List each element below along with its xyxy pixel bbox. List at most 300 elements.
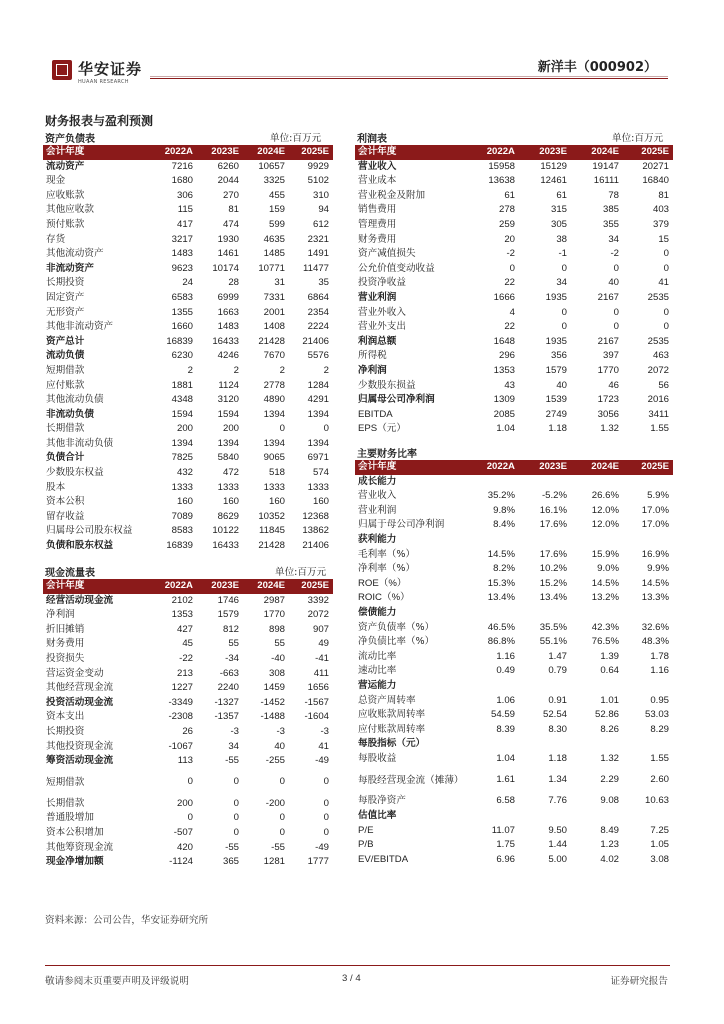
- row-label: 其他非流动负债: [46, 437, 114, 449]
- row-label: EV/EBITDA: [358, 853, 409, 865]
- cell-value: -1124: [169, 856, 193, 868]
- header-divider-accent: [150, 78, 668, 79]
- cell-value: 2240: [217, 682, 239, 694]
- cell-value: 1485: [263, 248, 285, 260]
- row-label: 财务费用: [358, 233, 397, 245]
- cell-value: -1067: [168, 740, 193, 752]
- row-label: 长期投资: [46, 277, 85, 289]
- cell-value: [467, 809, 519, 824]
- row-label: EBITDA: [358, 408, 393, 420]
- cell-value: 16840: [642, 175, 669, 187]
- cell-value: 3217: [171, 233, 193, 245]
- cell-value: 308: [268, 667, 285, 679]
- cell-value: 1881: [171, 379, 193, 391]
- header-divider: [150, 76, 668, 77]
- cell-value: 12461: [540, 175, 567, 187]
- table-row: [355, 393, 673, 408]
- table-row: [355, 562, 673, 577]
- header-year: 2022A: [151, 579, 197, 594]
- cell-value: 13.2%: [591, 592, 619, 604]
- cell-value: 20: [504, 233, 515, 245]
- cell-value: 8.49: [600, 824, 619, 836]
- cell-value: 0: [279, 776, 285, 788]
- cell-value: 41: [318, 740, 329, 752]
- cell-value: 78: [608, 189, 619, 201]
- cell-value: 1.06: [496, 694, 515, 706]
- cell-value: 1.18: [548, 752, 567, 764]
- cell-value: [519, 533, 571, 548]
- cell-value: 26: [182, 725, 193, 737]
- row-label: 营运资金变动: [46, 667, 104, 679]
- header-year: 2023E: [197, 145, 243, 160]
- cell-value: 41: [658, 277, 669, 289]
- table-row: [355, 349, 673, 364]
- row-label: 每股净资产: [358, 795, 406, 807]
- cell-value: 0.79: [548, 665, 567, 677]
- table-row: [43, 174, 333, 189]
- table-row: [43, 594, 333, 609]
- table-row: [43, 797, 333, 812]
- table-row: [355, 723, 673, 738]
- table-row: [355, 664, 673, 679]
- cell-value: 907: [312, 623, 329, 635]
- row-label: 存货: [46, 233, 66, 245]
- cell-value: 1309: [493, 394, 515, 406]
- cell-value: 1.32: [600, 752, 619, 764]
- row-label: ROIC（%）: [358, 592, 410, 604]
- table-row: [355, 335, 673, 350]
- cell-value: 1935: [545, 335, 567, 347]
- cell-value: 1.55: [650, 423, 669, 435]
- table-row: [355, 276, 673, 291]
- table-row: [43, 335, 333, 350]
- cell-value: -2: [506, 248, 515, 260]
- table-row: [43, 364, 333, 379]
- footer-disclaimer: 敬请参阅末页重要声明及评级说明: [45, 976, 189, 987]
- row-label: 应收账款: [46, 189, 85, 201]
- row-label: 负债合计: [46, 452, 85, 464]
- cell-value: 159: [268, 204, 285, 216]
- cell-value: [571, 737, 623, 752]
- table-row: [355, 218, 673, 233]
- cell-value: 379: [652, 218, 669, 230]
- cell-value: 15129: [540, 160, 567, 172]
- cell-value: 1281: [263, 856, 285, 868]
- cell-value: 0: [187, 776, 193, 788]
- cell-value: -3: [230, 725, 239, 737]
- balance-sheet-title: 资产负债表: [45, 134, 95, 145]
- cell-value: 2987: [263, 594, 285, 606]
- table-row: [355, 679, 673, 694]
- table-row: [355, 518, 673, 533]
- cell-value: 397: [602, 350, 619, 362]
- cell-value: 612: [312, 218, 329, 230]
- row-label: 其他投资现金流: [46, 740, 114, 752]
- cell-value: 40: [274, 740, 285, 752]
- cell-value: 455: [268, 189, 285, 201]
- cell-value: 2535: [647, 291, 669, 303]
- table-row: [43, 379, 333, 394]
- row-label: 资产减值损失: [358, 248, 416, 260]
- cell-value: 200: [176, 797, 193, 809]
- row-label: 资本公积增加: [46, 826, 104, 838]
- row-label: P/B: [358, 839, 374, 851]
- table-row: [355, 379, 673, 394]
- cell-value: 3056: [597, 408, 619, 420]
- cell-value: -255: [265, 755, 285, 767]
- cell-value: 0: [323, 776, 329, 788]
- row-label: 现金: [46, 175, 66, 187]
- cell-value: 3325: [263, 175, 285, 187]
- header-year: 2022A: [467, 460, 519, 475]
- cell-value: 1.61: [496, 774, 515, 786]
- cell-value: 1539: [545, 394, 567, 406]
- cell-value: 1394: [263, 437, 285, 449]
- cell-value: 16.1%: [539, 504, 567, 516]
- cell-value: 0: [323, 423, 329, 435]
- cell-value: 259: [498, 218, 515, 230]
- table-row: [355, 591, 673, 606]
- table-row: [355, 422, 673, 437]
- table-row: [43, 841, 333, 856]
- row-label: 留存收益: [46, 510, 85, 522]
- cell-value: 7670: [263, 350, 285, 362]
- cell-value: 1.04: [496, 752, 515, 764]
- cell-value: 1333: [171, 481, 193, 493]
- cell-value: 28: [228, 277, 239, 289]
- cell-value: [571, 606, 623, 621]
- row-label: 营业成本: [358, 175, 397, 187]
- cell-value: 9065: [263, 452, 285, 464]
- cell-value: -1604: [304, 711, 329, 723]
- row-label: 长期借款: [46, 423, 85, 435]
- row-label: 应付账款周转率: [358, 723, 426, 735]
- cell-value: [519, 606, 571, 621]
- cell-value: 4348: [171, 394, 193, 406]
- cell-value: 11845: [259, 525, 285, 537]
- cell-value: 160: [222, 496, 239, 508]
- cell-value: 812: [222, 623, 239, 635]
- cell-value: 13.4%: [487, 592, 515, 604]
- row-label: 公允价值变动收益: [358, 262, 435, 274]
- cell-value: 463: [652, 350, 669, 362]
- table-row: [43, 539, 333, 554]
- cell-value: 2: [187, 364, 193, 376]
- cell-value: 8583: [171, 525, 193, 537]
- cell-value: 574: [312, 467, 329, 479]
- table-row: [355, 794, 673, 809]
- table-row: [355, 650, 673, 665]
- cell-value: 13.3%: [641, 592, 669, 604]
- row-label: 非流动负债: [46, 408, 94, 420]
- row-label: 固定资产: [46, 291, 85, 303]
- cell-value: 8.29: [650, 723, 669, 735]
- table-row: [355, 160, 673, 175]
- cell-value: 1.47: [548, 650, 567, 662]
- cell-value: 31: [274, 277, 285, 289]
- cell-value: 0.91: [548, 694, 567, 706]
- cell-value: 0: [663, 262, 669, 274]
- row-label: 速动比率: [358, 665, 397, 677]
- header-year: 2024E: [243, 145, 289, 160]
- table-row: [355, 853, 673, 868]
- row-label: 财务费用: [46, 638, 85, 650]
- table-row: [43, 769, 333, 797]
- row-label: 投资损失: [46, 652, 85, 664]
- header-year: 2024E: [571, 460, 623, 475]
- cell-value: 86.8%: [487, 636, 515, 648]
- cell-value: [623, 679, 673, 694]
- cell-value: 55: [228, 638, 239, 650]
- table-row: [355, 247, 673, 262]
- cell-value: [623, 533, 673, 548]
- cell-value: 1.32: [600, 423, 619, 435]
- cell-value: 2085: [493, 408, 515, 420]
- cell-value: 2.29: [600, 774, 619, 786]
- row-label: EPS（元）: [358, 423, 406, 435]
- cell-value: 2044: [217, 175, 239, 187]
- cell-value: 0: [323, 797, 329, 809]
- cell-value: [571, 809, 623, 824]
- cell-value: 3392: [307, 594, 329, 606]
- cell-value: 0: [613, 306, 619, 318]
- row-label: 其他经营现金流: [46, 682, 114, 694]
- cell-value: 40: [556, 379, 567, 391]
- cell-value: 1353: [171, 609, 193, 621]
- cell-value: 10771: [258, 262, 285, 274]
- cell-value: 16.9%: [641, 548, 669, 560]
- row-label: 每股指标（元）: [358, 738, 426, 750]
- row-label: 长期借款: [46, 797, 85, 809]
- row-label: 短期借款: [46, 364, 85, 376]
- row-label: 无形资产: [46, 306, 85, 318]
- cell-value: [571, 533, 623, 548]
- cell-value: 17.6%: [539, 519, 567, 531]
- ratios-title: 主要财务比率: [357, 449, 417, 460]
- cell-value: 1284: [307, 379, 329, 391]
- cell-value: 2224: [307, 321, 329, 333]
- cell-value: 40: [608, 277, 619, 289]
- cell-value: 7216: [171, 160, 193, 172]
- cell-value: 9.8%: [493, 504, 515, 516]
- header-label: 会计年度: [355, 460, 467, 475]
- row-label: 营业外收入: [358, 306, 406, 318]
- cell-value: 61: [504, 189, 515, 201]
- cell-value: [519, 809, 571, 824]
- cell-value: 53.03: [644, 709, 669, 721]
- table-row: [43, 826, 333, 841]
- cell-value: 1.55: [650, 752, 669, 764]
- table-row: [43, 247, 333, 262]
- cell-value: 160: [268, 496, 285, 508]
- table-row: [43, 811, 333, 826]
- cell-value: 2778: [263, 379, 285, 391]
- cell-value: 14.5%: [641, 577, 669, 589]
- cell-value: 1394: [263, 408, 285, 420]
- logo-text: 华安证券: [78, 60, 143, 78]
- cell-value: 21406: [302, 540, 329, 552]
- cell-value: 55: [274, 638, 285, 650]
- cell-value: 306: [176, 189, 193, 201]
- cell-value: -200: [265, 797, 285, 809]
- table-row: [43, 510, 333, 525]
- row-label: 净负债比率（%）: [358, 636, 435, 648]
- cell-value: -1327: [214, 696, 239, 708]
- cell-value: 472: [222, 467, 239, 479]
- cell-value: -1: [558, 248, 567, 260]
- row-label: 其他流动负债: [46, 394, 104, 406]
- row-label: 总资产周转率: [358, 694, 416, 706]
- cell-value: 35: [318, 277, 329, 289]
- cell-value: -55: [225, 841, 239, 853]
- cell-value: 34: [556, 277, 567, 289]
- cell-value: 365: [222, 856, 239, 868]
- cell-value: 10.2%: [539, 563, 567, 575]
- header-year: 2022A: [151, 145, 197, 160]
- cell-value: 8.30: [548, 723, 567, 735]
- row-label: 流动比率: [358, 650, 397, 662]
- cell-value: 7331: [263, 291, 285, 303]
- cell-value: 0: [279, 812, 285, 824]
- cell-value: 16839: [166, 540, 193, 552]
- cell-value: [519, 737, 571, 752]
- cell-value: 13638: [488, 175, 515, 187]
- header-year: 2025E: [623, 145, 673, 160]
- cell-value: 1723: [597, 394, 619, 406]
- cell-value: 17.0%: [641, 519, 669, 531]
- cell-value: 6583: [171, 291, 193, 303]
- income-statement-table: [355, 145, 673, 437]
- cell-value: 898: [268, 623, 285, 635]
- cell-value: 315: [550, 204, 567, 216]
- cell-value: 52.54: [542, 709, 567, 721]
- cell-value: 8.2%: [493, 563, 515, 575]
- cell-value: -2308: [168, 711, 193, 723]
- cell-value: 278: [498, 204, 515, 216]
- cell-value: 6.96: [496, 853, 515, 865]
- cell-value: 0: [323, 826, 329, 838]
- cell-value: 9929: [307, 160, 329, 172]
- table-row: [43, 437, 333, 452]
- table-row: [355, 233, 673, 248]
- cell-value: [623, 475, 673, 490]
- cell-value: 76.5%: [591, 636, 619, 648]
- table-row: [43, 681, 333, 696]
- table-row: [355, 635, 673, 650]
- cell-value: 2102: [171, 594, 193, 606]
- cell-value: 427: [176, 623, 193, 635]
- cell-value: 8.26: [600, 723, 619, 735]
- cell-value: 9.9%: [647, 563, 669, 575]
- cell-value: 0: [663, 306, 669, 318]
- section-title: 财务报表与盈利预测: [45, 114, 154, 128]
- cell-value: 0: [233, 826, 239, 838]
- row-label: 其他流动资产: [46, 248, 104, 260]
- table-row: [355, 306, 673, 321]
- cell-value: 4890: [263, 394, 285, 406]
- table-row: [355, 737, 673, 752]
- cell-value: 417: [176, 218, 193, 230]
- cell-value: -1488: [260, 711, 285, 723]
- header-year: 2024E: [243, 579, 289, 594]
- cell-value: 1353: [493, 364, 515, 376]
- row-label: 短期借款: [46, 777, 85, 789]
- row-label: 其他应收款: [46, 204, 94, 216]
- table-row: [355, 824, 673, 839]
- row-label: 营业利润: [358, 291, 397, 303]
- row-label: 资本公积: [46, 496, 85, 508]
- cell-value: 0: [561, 262, 567, 274]
- table-row: [43, 740, 333, 755]
- row-label: 每股收益: [358, 752, 397, 764]
- cell-value: 15958: [488, 160, 515, 172]
- cell-value: 9.0%: [597, 563, 619, 575]
- table-row: [355, 203, 673, 218]
- source-note: 资料来源：公司公告，华安证券研究所: [45, 915, 209, 926]
- header-year: 2023E: [197, 579, 243, 594]
- cell-value: 35.2%: [487, 490, 515, 502]
- cell-value: -1357: [214, 711, 239, 723]
- cell-value: 1227: [171, 682, 193, 694]
- cell-value: 14.5%: [591, 577, 619, 589]
- cell-value: 55.1%: [539, 636, 567, 648]
- row-label: 其他非流动资产: [46, 321, 114, 333]
- footer-report-type: 证券研究报告: [610, 976, 668, 987]
- table-row: [355, 838, 673, 853]
- cell-value: 0: [233, 797, 239, 809]
- cell-value: 4246: [217, 350, 239, 362]
- cell-value: [467, 737, 519, 752]
- cell-value: 20271: [642, 160, 669, 172]
- cell-value: [467, 475, 519, 490]
- cell-value: [467, 606, 519, 621]
- table-row: [43, 422, 333, 437]
- cell-value: 32.6%: [641, 621, 669, 633]
- cell-value: 5102: [307, 175, 329, 187]
- cell-value: 4291: [307, 394, 329, 406]
- row-label: P/E: [358, 824, 374, 836]
- cell-value: 355: [602, 218, 619, 230]
- row-label: 管理费用: [358, 218, 397, 230]
- cell-value: 9623: [171, 262, 193, 274]
- cell-value: 1333: [263, 481, 285, 493]
- cell-value: -3: [320, 725, 329, 737]
- cell-value: 518: [268, 467, 285, 479]
- cell-value: 0: [663, 248, 669, 260]
- row-label: 投资活动现金流: [46, 696, 114, 708]
- financial-ratios-table: [355, 460, 673, 867]
- cell-value: 15.2%: [539, 577, 567, 589]
- row-label: 营业税金及附加: [358, 189, 426, 201]
- cell-value: 16111: [593, 175, 619, 187]
- cell-value: 16433: [212, 540, 239, 552]
- header-label: 会计年度: [43, 145, 151, 160]
- row-label: 长期投资: [46, 725, 85, 737]
- table-row: [43, 306, 333, 321]
- table-row: [43, 349, 333, 364]
- table-row: [43, 320, 333, 335]
- table-row: [355, 475, 673, 490]
- cell-value: 4.02: [600, 853, 619, 865]
- cell-value: 115: [177, 204, 193, 216]
- cell-value: 0.95: [650, 694, 669, 706]
- cell-value: -22: [179, 652, 193, 664]
- cell-value: 1483: [217, 321, 239, 333]
- cell-value: 1.18: [548, 423, 567, 435]
- cell-value: 45: [182, 638, 193, 650]
- row-label: 流动资产: [46, 160, 85, 172]
- cell-value: 12.0%: [591, 519, 619, 531]
